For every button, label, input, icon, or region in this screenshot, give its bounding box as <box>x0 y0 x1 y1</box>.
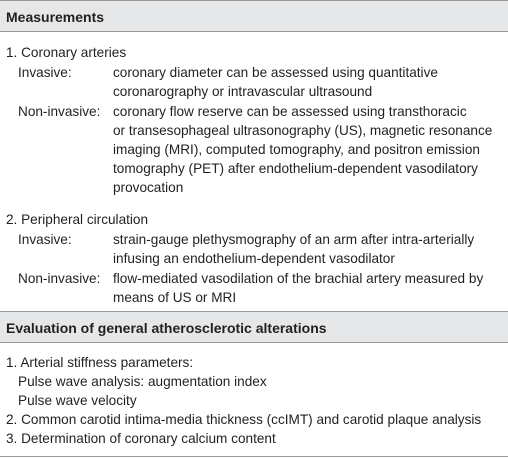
bottom-rule <box>0 456 508 457</box>
evaluation-item-1-sub-1: Pulse wave analysis: augmentation index <box>18 374 267 389</box>
peripheral-invasive-label: Invasive: <box>18 232 72 247</box>
evaluation-item-3: 3. Determination of coronary calcium content <box>6 431 276 446</box>
measurements-title: Measurements <box>6 9 105 25</box>
evaluation-item-1: 1. Arterial stiffness parameters: <box>6 355 194 370</box>
coronary-noninvasive-text-4: tomography (PET) after endothelium-dependent vasodilatory <box>113 161 478 176</box>
peripheral-noninvasive-text-1: flow-mediated vasodilation of the brachial artery measured by <box>113 271 484 286</box>
peripheral-heading: 2. Peripheral circulation <box>6 212 149 227</box>
coronary-invasive-label: Invasive: <box>18 65 72 80</box>
coronary-invasive-text-2: coronarography or intravascular ultrasound <box>113 84 373 99</box>
evaluation-item-2: 2. Common carotid intima-media thickness (ccIMT) and carotid plaque analysis <box>6 412 482 427</box>
coronary-invasive-text-1: coronary diameter can be assessed using quantitative <box>113 65 438 80</box>
peripheral-noninvasive-text-2: means of US or MRI <box>113 290 237 305</box>
evaluation-title: Evaluation of general atherosclerotic alterations <box>6 320 327 336</box>
evaluation-header <box>0 311 508 343</box>
coronary-noninvasive-text-2: or transesophageal ultrasonography (US), magnetic resonance <box>113 123 493 138</box>
coronary-noninvasive-text-3: imaging (MRI), computed tomography, and positron emission <box>113 142 480 157</box>
coronary-noninvasive-text-5: provocation <box>113 180 184 195</box>
coronary-noninvasive-text-1: coronary flow reserve can be assessed using transthoracic <box>113 104 467 119</box>
coronary-noninvasive-label: Non-invasive: <box>18 104 101 119</box>
peripheral-invasive-text-1: strain-gauge plethysmography of an arm after intra-arterially <box>113 232 475 247</box>
measurements-header <box>0 0 508 32</box>
evaluation-item-1-sub-2: Pulse wave velocity <box>18 393 137 408</box>
peripheral-invasive-text-2: infusing an endothelium-dependent vasodilator <box>113 251 395 266</box>
peripheral-noninvasive-label: Non-invasive: <box>18 271 101 286</box>
coronary-heading: 1. Coronary arteries <box>6 45 127 60</box>
